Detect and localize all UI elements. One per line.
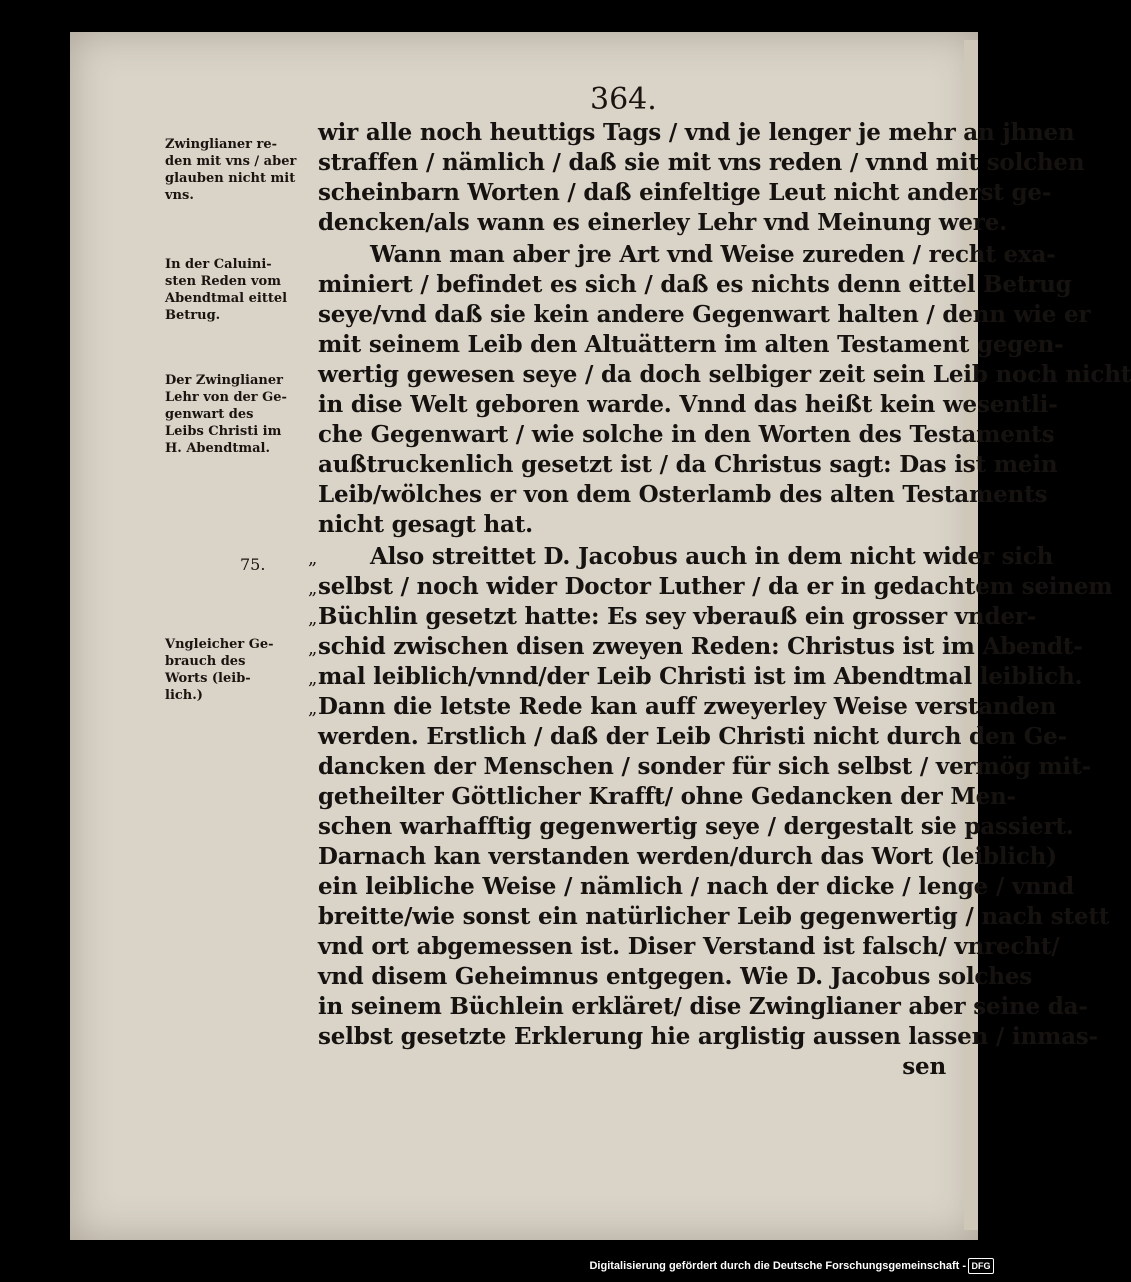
quote-mark: „ <box>308 578 318 599</box>
text-line: wir alle noch heuttigs Tags / vnd je lenger je mehr an jhnen <box>318 119 1075 146</box>
text-line: getheilter Göttlicher Krafft/ ohne Gedancken der Men- <box>318 783 1016 810</box>
text-line: Darnach kan verstanden werden/durch das Wort (leiblich) <box>318 843 1057 870</box>
text-line: dencken/als wann es einerley Lehr vnd Meinung were. <box>318 209 1007 236</box>
text-line: wertig gewesen seye / da doch selbiger zeit sein Leib noch nicht <box>318 361 1131 388</box>
text-line: Leib/wölches er von dem Osterlamb des alten Testaments <box>318 481 1048 508</box>
text-line: in seinem Büchlein erkläret/ dise Zwinglianer aber seine da- <box>318 993 1088 1020</box>
quote-mark: „ <box>308 608 318 629</box>
quote-mark: „ <box>308 668 318 689</box>
text-line: mal leiblich/vnnd/der Leib Christi ist im Abendtmal leiblich. <box>318 663 1083 690</box>
text-line: breitte/wie sonst ein natürlicher Leib gegenwertig / nach stett <box>318 903 1110 930</box>
quote-mark: „ <box>308 698 318 719</box>
footer-bar <box>0 1240 1000 1282</box>
text-line: vnd disem Geheimnus entgegen. Wie D. Jacobus solches <box>318 963 1032 990</box>
text-line: schen warhafftig gegenwertig seye / dergestalt sie passiert. <box>318 813 1074 840</box>
text-line: Wann man aber jre Art vnd Weise zureden / recht exa- <box>370 241 1056 268</box>
text-line: selbst / noch wider Doctor Luther / da er in gedachtem seinem <box>318 573 1113 600</box>
margin-note-4: Vngleicher Ge- brauch des Worts (leib- lich.) <box>165 637 274 703</box>
text-line: werden. Erstlich / daß der Leib Christi nicht durch den Ge- <box>318 723 1067 750</box>
text-line: dancken der Menschen / sonder für sich selbst / vermög mit- <box>318 753 1091 780</box>
quote-mark: „ <box>308 548 318 569</box>
text-line: Also streittet D. Jacobus auch in dem nicht wider sich <box>370 543 1054 570</box>
text-line: Dann die letste Rede kan auff zweyerley Weise verstanden <box>318 693 1057 720</box>
text-line: ein leibliche Weise / nämlich / nach der dicke / lenge / vnnd <box>318 873 1074 900</box>
text-line: miniert / befindet es sich / daß es nichts denn eittel Betrug <box>318 271 1072 298</box>
catchword: sen <box>902 1053 946 1080</box>
text-line: seye/vnd daß sie kein andere Gegenwart halten / denn wie er <box>318 301 1091 328</box>
text-line: scheinbarn Worten / daß einfeltige Leut nicht anderst ge- <box>318 179 1052 206</box>
text-line: außtruckenlich gesetzt ist / da Christus sagt: Das ist mein <box>318 451 1058 478</box>
text-line: Büchlin gesetzt hatte: Es sey vberauß ein grosser vnder- <box>318 603 1037 630</box>
text-line: vnd ort abgemessen ist. Diser Verstand ist falsch/ vnrecht/ <box>318 933 1060 960</box>
funding-notice: Digitalisierung gefördert durch die Deutsche Forschungsgemeinschaft - <box>589 1260 966 1272</box>
quote-mark: „ <box>308 638 318 659</box>
marginal-number: 75. <box>240 555 266 574</box>
page-number: 364. <box>590 82 657 117</box>
margin-note-1: Zwinglianer re- den mit vns / aber glauben nicht mit vns. <box>165 137 297 203</box>
text-line: selbst gesetzte Erklerung hie arglistig aussen lassen / inmas- <box>318 1023 1098 1050</box>
text-line: in dise Welt geboren warde. Vnnd das heißt kein wesentli- <box>318 391 1058 418</box>
margin-note-3: Der Zwinglianer Lehr von der Ge- genwart des Leibs Christi im H. Abendtmal. <box>165 373 287 456</box>
margin-note-2: In der Caluini- sten Reden vom Abendtmal eittel Betrug. <box>165 257 288 323</box>
text-line: schid zwischen disen zweyen Reden: Christus ist im Abendt- <box>318 633 1083 660</box>
text-line: mit seinem Leib den Altuättern im alten Testament gegen- <box>318 331 1064 358</box>
dfg-logo: DFG <box>968 1258 994 1274</box>
text-line: straffen / nämlich / daß sie mit vns reden / vnnd mit solchen <box>318 149 1085 176</box>
text-line: nicht gesagt hat. <box>318 511 533 538</box>
text-line: che Gegenwart / wie solche in den Worten des Testaments <box>318 421 1055 448</box>
